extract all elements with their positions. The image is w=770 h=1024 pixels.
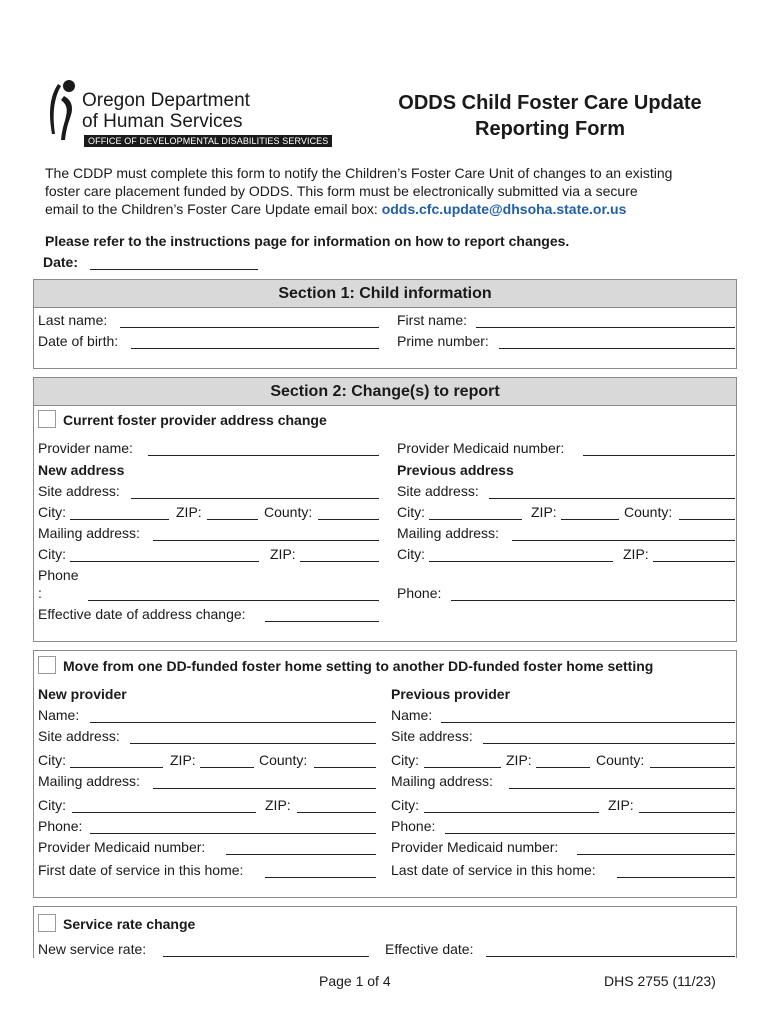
date-label: Date: — [43, 254, 79, 270]
new-provider-zip-label: ZIP: — [170, 752, 196, 768]
prev-mail-city-field[interactable] — [429, 561, 613, 562]
prev-mailing-address-label: Mailing address: — [397, 525, 499, 541]
prev-provider-medicaid-field[interactable] — [577, 854, 735, 855]
new-provider-mail-zip-field[interactable] — [297, 812, 376, 813]
new-provider-mail-city-field[interactable] — [72, 812, 256, 813]
prev-provider-medicaid-label: Provider Medicaid number: — [391, 839, 559, 855]
prime-number-label: Prime number: — [397, 333, 489, 349]
prev-provider-city-label: City: — [391, 752, 419, 768]
new-provider-city-label: City: — [38, 752, 66, 768]
new-provider-city-field[interactable] — [70, 767, 163, 768]
new-mail-zip-label: ZIP: — [270, 546, 296, 562]
intro-line1: The CDDP must complete this form to notify the Children’s Foster Care Unit of changes to an existing — [45, 165, 673, 181]
provider-name-field[interactable] — [148, 455, 379, 456]
intro-line2: foster care placement funded by ODDS. This form must be electronically submitted via a secure — [45, 183, 638, 199]
new-mail-city-field[interactable] — [70, 561, 259, 562]
effective-date-address-field[interactable] — [265, 621, 379, 622]
intro-line3 — [45, 200, 626, 218]
effective-date-address-label: Effective date of address change: — [38, 606, 246, 622]
provider-medicaid-label: Provider Medicaid number: — [397, 440, 565, 456]
prev-mailing-address-field[interactable] — [512, 540, 735, 541]
new-phone-label-line1: Phone — [38, 567, 79, 583]
prev-provider-county-field[interactable] — [650, 767, 735, 768]
prev-zip-label: ZIP: — [531, 504, 557, 520]
prev-provider-mail-zip-field[interactable] — [639, 812, 735, 813]
prev-provider-city-field[interactable] — [424, 767, 501, 768]
prev-provider-zip-label: ZIP: — [506, 752, 532, 768]
dob-field[interactable] — [131, 348, 379, 349]
new-provider-heading: New provider — [38, 686, 127, 702]
section1-box — [33, 279, 737, 369]
new-zip-label: ZIP: — [176, 504, 202, 520]
email-link[interactable]: odds.cfc.update@dhsoha.state.or.us — [381, 201, 627, 217]
prev-county-label: County: — [624, 504, 673, 520]
new-zip-field[interactable] — [207, 519, 258, 520]
new-provider-mail-city-label: City: — [38, 797, 66, 813]
new-mail-zip-field[interactable] — [300, 561, 379, 562]
new-address-heading: New address — [38, 462, 125, 478]
logo-line1: Oregon Department — [82, 90, 250, 111]
address-change-heading: Current foster provider address change — [63, 412, 327, 428]
new-mailing-address-field[interactable] — [153, 540, 379, 541]
new-phone-label-line2: : — [38, 585, 42, 601]
new-county-label: County: — [264, 504, 313, 520]
new-provider-mail-zip-label: ZIP: — [265, 797, 291, 813]
new-county-field[interactable] — [318, 519, 379, 520]
prev-city-label: City: — [397, 504, 425, 520]
prev-provider-mailing-field[interactable] — [509, 788, 735, 789]
new-provider-mailing-label: Mailing address: — [38, 773, 140, 789]
prev-provider-phone-field[interactable] — [445, 833, 735, 834]
prev-provider-zip-field[interactable] — [536, 767, 590, 768]
prev-site-address-label: Site address: — [397, 483, 479, 499]
prev-provider-site-label: Site address: — [391, 728, 473, 744]
new-site-address-field[interactable] — [131, 498, 379, 499]
prev-provider-mail-city-label: City: — [391, 797, 419, 813]
logo-line2: of Human Services — [82, 111, 243, 132]
section1-title: Section 1: Child information — [34, 280, 736, 308]
date-field[interactable] — [90, 269, 258, 270]
section2-title: Section 2: Change(s) to report — [34, 378, 736, 406]
form-id: DHS 2755 (11/23) — [604, 973, 716, 989]
new-city-field[interactable] — [70, 519, 169, 520]
prev-provider-county-label: County: — [596, 752, 645, 768]
new-provider-county-field[interactable] — [314, 767, 376, 768]
first-date-service-label: First date of service in this home: — [38, 862, 244, 878]
new-provider-phone-field[interactable] — [90, 833, 376, 834]
prev-provider-name-label: Name: — [391, 707, 433, 723]
previous-provider-heading: Previous provider — [391, 686, 511, 702]
dob-label: Date of birth: — [38, 333, 119, 349]
new-provider-name-label: Name: — [38, 707, 80, 723]
prev-city-field[interactable] — [429, 519, 522, 520]
last-name-label: Last name: — [38, 312, 108, 328]
new-service-rate-label: New service rate: — [38, 941, 147, 957]
new-provider-medicaid-label: Provider Medicaid number: — [38, 839, 206, 855]
prime-number-field[interactable] — [499, 348, 735, 349]
last-name-field[interactable] — [120, 327, 379, 328]
rate-effective-date-label: Effective date: — [385, 941, 474, 957]
form-title-line2: Reporting Form — [475, 118, 625, 140]
provider-name-label: Provider name: — [38, 440, 133, 456]
prev-provider-mail-zip-label: ZIP: — [608, 797, 634, 813]
last-date-service-label: Last date of service in this home: — [391, 862, 596, 878]
new-provider-name-field[interactable] — [90, 722, 376, 723]
new-city-label: City: — [38, 504, 66, 520]
rate-change-checkbox[interactable] — [38, 914, 56, 932]
address-change-checkbox[interactable] — [38, 410, 56, 428]
prev-provider-site-field[interactable] — [483, 743, 735, 744]
new-site-address-label: Site address: — [38, 483, 120, 499]
new-provider-phone-label: Phone: — [38, 818, 83, 834]
prev-phone-label: Phone: — [397, 585, 442, 601]
new-provider-mailing-field[interactable] — [153, 788, 376, 789]
new-mailing-address-label: Mailing address: — [38, 525, 140, 541]
new-provider-county-label: County: — [259, 752, 308, 768]
instructions-note: Please refer to the instructions page for information on how to report changes. — [45, 233, 570, 249]
new-service-rate-field[interactable] — [163, 956, 369, 957]
prev-provider-mailing-label: Mailing address: — [391, 773, 493, 789]
prev-provider-phone-label: Phone: — [391, 818, 436, 834]
new-provider-zip-field[interactable] — [200, 767, 254, 768]
prev-zip-field[interactable] — [561, 519, 619, 520]
new-provider-medicaid-field[interactable] — [226, 854, 376, 855]
page-number: Page 1 of 4 — [319, 973, 391, 989]
prev-county-field[interactable] — [679, 519, 735, 520]
new-phone-field[interactable] — [88, 600, 379, 601]
prev-mail-city-label: City: — [397, 546, 425, 562]
first-date-service-field[interactable] — [265, 877, 376, 878]
new-provider-site-field[interactable] — [130, 743, 376, 744]
intro-line3-text: email to the Children’s Foster Care Update email box: — [45, 201, 378, 217]
provider-medicaid-field[interactable] — [583, 455, 735, 456]
prev-provider-mail-city-field[interactable] — [424, 812, 599, 813]
new-provider-site-label: Site address: — [38, 728, 120, 744]
new-mail-city-label: City: — [38, 546, 66, 562]
prev-site-address-field[interactable] — [489, 498, 735, 499]
prev-mail-zip-field[interactable] — [653, 561, 735, 562]
form-title-line1: ODDS Child Foster Care Update — [398, 92, 702, 114]
first-name-field[interactable] — [476, 327, 735, 328]
rate-change-heading: Service rate change — [63, 916, 196, 932]
prev-phone-field[interactable] — [451, 600, 735, 601]
rate-effective-date-field[interactable] — [486, 956, 735, 957]
dhs-logo-figure-icon — [44, 78, 80, 144]
prev-provider-name-field[interactable] — [441, 722, 735, 723]
previous-address-heading: Previous address — [397, 462, 514, 478]
prev-mail-zip-label: ZIP: — [623, 546, 649, 562]
move-checkbox[interactable] — [38, 656, 56, 674]
move-heading: Move from one DD-funded foster home setting to another DD-funded foster home setting — [63, 658, 654, 674]
last-date-service-field[interactable] — [617, 877, 735, 878]
logo-office-bar: OFFICE OF DEVELOPMENTAL DISABILITIES SERVICES — [84, 135, 332, 147]
first-name-label: First name: — [397, 312, 468, 328]
